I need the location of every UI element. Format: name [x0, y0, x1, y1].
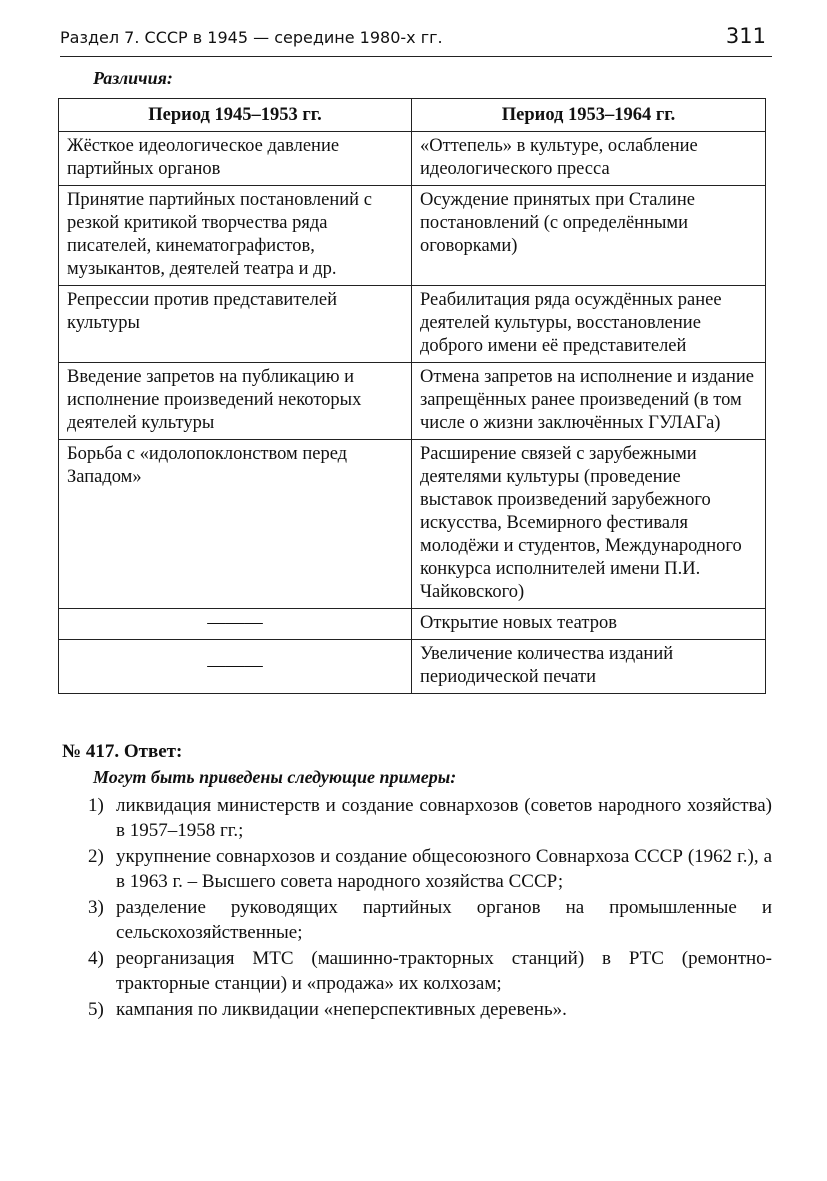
- list-item: [88, 896, 772, 945]
- list-item: [88, 998, 772, 1023]
- item-text: кампания по ликвидации «неперспективных деревень».: [116, 999, 567, 1020]
- item-number: 3): [88, 897, 104, 918]
- table-cell: Осуждение принятых при Сталине постановлений (с определёнными оговорками): [412, 186, 766, 286]
- table-cell: «Оттепель» в культуре, ослабление идеологического пресса: [412, 132, 766, 186]
- comparison-table: [58, 98, 766, 694]
- column-header: Период 1945–1953 гг.: [59, 99, 412, 132]
- examples-list: [88, 794, 772, 1025]
- table-cell: Реабилитация ряда осуждённых ранее деятелей культуры, восстановление доброго имени её представителей: [412, 286, 766, 363]
- table-cell: Расширение связей с зарубежными деятелями культуры (проведение выставок произведений зарубежного искусства, Всемирного фестиваля молодёжи и студентов, Международного конкурса исполнителей имени П.И. Чайковского): [412, 440, 766, 609]
- table-cell: Отмена запретов на исполнение и издание запрещённых ранее произведений (в том числе о жизни заключённых ГУЛАГа): [412, 363, 766, 440]
- item-number: 4): [88, 948, 104, 969]
- table-header-row: [59, 99, 766, 132]
- table-cell-empty-dash: ———: [59, 609, 412, 640]
- item-number: 5): [88, 999, 104, 1020]
- table-cell: Увеличение количества изданий периодической печати: [412, 640, 766, 694]
- table-row: [59, 186, 766, 286]
- list-item: [88, 947, 772, 996]
- table-cell: Жёсткое идеологическое давление партийных органов: [59, 132, 412, 186]
- table-row: [59, 132, 766, 186]
- table-row: [59, 363, 766, 440]
- table-row: [59, 609, 766, 640]
- item-number: 1): [88, 795, 104, 816]
- item-text: ликвидация министерств и создание совнархозов (советов народного хозяйства) в 1957–1958 гг.;: [116, 795, 772, 841]
- list-item: [88, 845, 772, 894]
- answer-title: № 417. Ответ:: [62, 741, 183, 762]
- item-text: разделение руководящих партийных органов на промышленные и сельскохозяйственные;: [116, 897, 772, 943]
- item-text: укрупнение совнархозов и создание общесоюзного Совнархоза СССР (1962 г.), а в 1963 г. – Высшего совета народного хозяйства СССР;: [116, 846, 772, 892]
- item-text: реорганизация МТС (машинно-тракторных станций) в РТС (ремонтно-тракторные станции) и «продажа» их колхозам;: [116, 948, 772, 994]
- page-number: 311: [725, 24, 766, 48]
- answer-intro: Могут быть приведены следующие примеры:: [93, 767, 457, 787]
- item-number: 2): [88, 846, 104, 867]
- table-cell: Репрессии против представителей культуры: [59, 286, 412, 363]
- table-cell: Принятие партийных постановлений с резкой критикой творчества ряда писателей, кинематографистов, музыкантов, деятелей театра и др.: [59, 186, 412, 286]
- table-row: [59, 440, 766, 609]
- table-cell-empty-dash: ———: [59, 640, 412, 694]
- page-header: [60, 24, 772, 57]
- table-row: [59, 640, 766, 694]
- table-cell: Введение запретов на публикацию и исполнение произведений некоторых деятелей культуры: [59, 363, 412, 440]
- table-row: [59, 286, 766, 363]
- column-header: Период 1953–1964 гг.: [412, 99, 766, 132]
- list-item: [88, 794, 772, 843]
- table-cell: Открытие новых театров: [412, 609, 766, 640]
- differences-label: Различия:: [93, 68, 173, 88]
- table-cell: Борьба с «идолопоклонством перед Западом»: [59, 440, 412, 609]
- chapter-title: Раздел 7. СССР в 1945 — середине 1980-х гг.: [60, 28, 443, 47]
